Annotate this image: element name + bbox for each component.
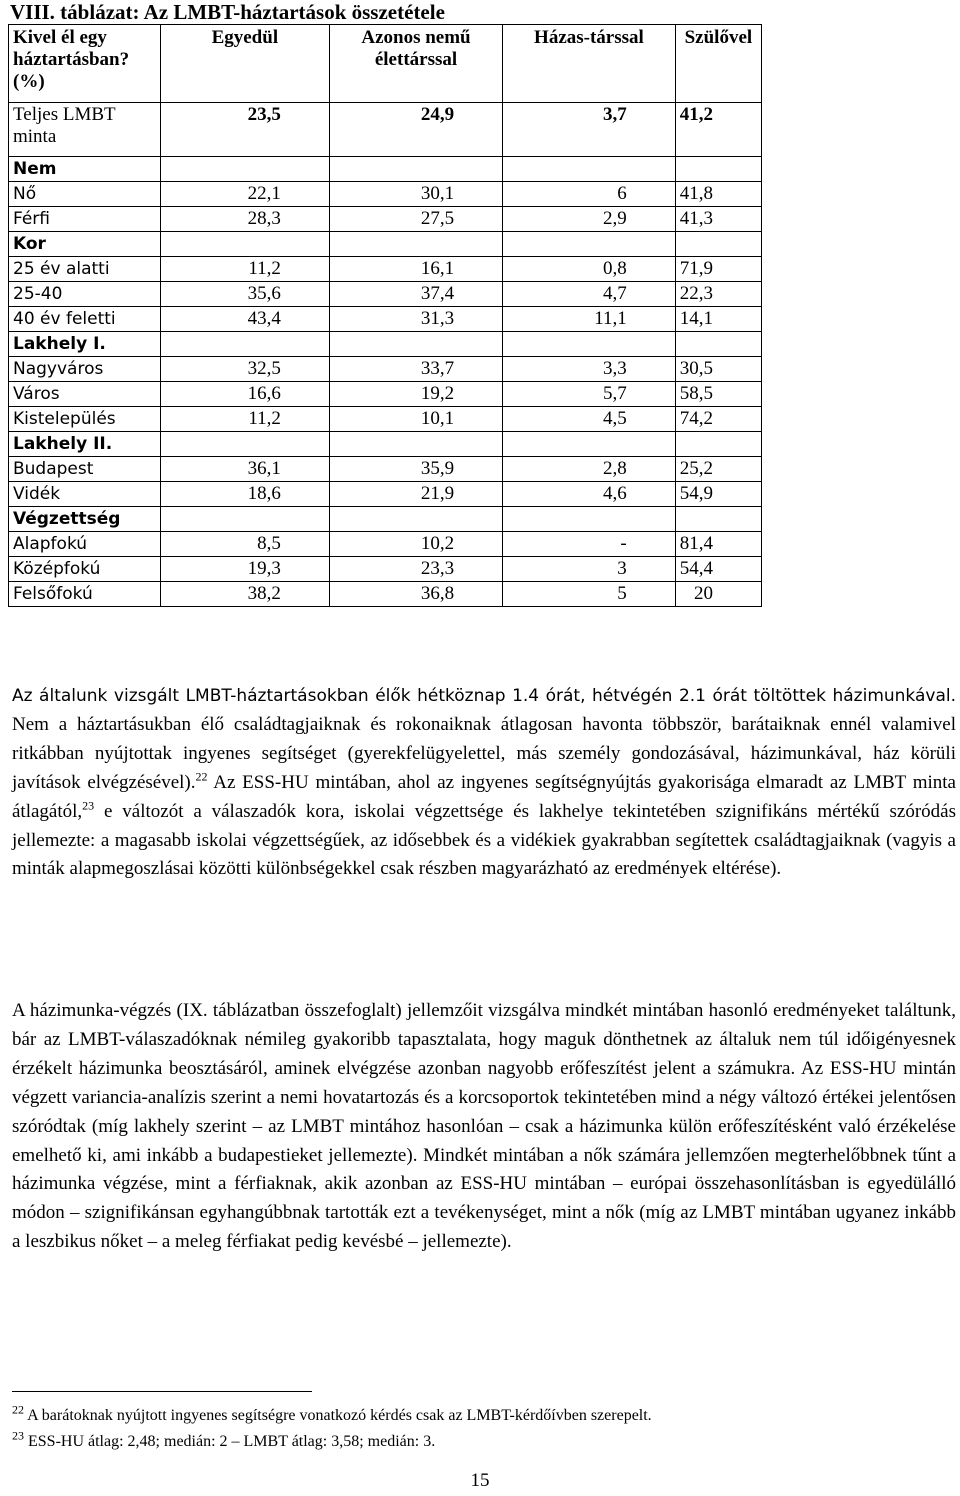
table-cell: 22,3: [675, 282, 761, 307]
table-row: [9, 457, 762, 482]
table-cell: [503, 507, 676, 532]
table-cell: [329, 507, 502, 532]
group-label: Kor: [9, 232, 161, 257]
group-label: Nem: [9, 157, 161, 182]
table-cell: 27,5: [329, 207, 502, 232]
table-row: [9, 182, 762, 207]
table-row: [9, 482, 762, 507]
row-label: Budapest: [9, 457, 161, 482]
table-cell: 23,3: [329, 557, 502, 582]
table-row: [9, 103, 762, 157]
table-cell: 81,4: [675, 532, 761, 557]
table-row: [9, 382, 762, 407]
table-cell: 54,9: [675, 482, 761, 507]
table-cell: 21,9: [329, 482, 502, 507]
table-row: [9, 407, 762, 432]
footnote-separator: [12, 1391, 312, 1392]
table-cell: 2,8: [503, 457, 676, 482]
table-cell: 3,3: [503, 357, 676, 382]
table-cell: 36,8: [329, 582, 502, 607]
table-cell: 10,2: [329, 532, 502, 557]
footnote-22-text: A barátoknak nyújtott ingyenes segítségre vonatkozó kérdés csak az LMBT-kérdőívben szerepelt.: [27, 1407, 652, 1424]
paragraph-1-part3: e változót a válaszadók kora, iskolai végzettsége és lakhelye tekintetében szignifikáns mértékű szóródás jellemezte: a magasabb iskolai végzettségűek, az idősebbek és a vidékiek gyakrabban segítettek családtagjaiknak (vagyis a minták alapmegoszlásai közötti különbségekkel csak részben magyarázható az eredmények eltérése).: [12, 800, 956, 880]
table-cell: 5,7: [503, 382, 676, 407]
table-cell: [675, 232, 761, 257]
table-cell: 2,9: [503, 207, 676, 232]
table-cell: 32,5: [160, 357, 329, 382]
table-cell: 5: [503, 582, 676, 607]
table-cell: 10,1: [329, 407, 502, 432]
table-row: [9, 307, 762, 332]
table-cell: 4,6: [503, 482, 676, 507]
table-cell: [675, 507, 761, 532]
table-cell: 16,1: [329, 257, 502, 282]
row-label: Teljes LMBT minta: [9, 103, 161, 157]
table-cell: 25,2: [675, 457, 761, 482]
table-cell: 41,2: [675, 103, 761, 157]
table-cell: 11,2: [160, 257, 329, 282]
table-body: [9, 25, 762, 607]
table-cell: 18,6: [160, 482, 329, 507]
table-cell: [503, 332, 676, 357]
table-group-row: [9, 157, 762, 182]
table-cell: 11,1: [503, 307, 676, 332]
table-cell: 54,4: [675, 557, 761, 582]
table-cell: [503, 157, 676, 182]
table-cell: 22,1: [160, 182, 329, 207]
table-cell: 14,1: [675, 307, 761, 332]
table-cell: 8,5: [160, 532, 329, 557]
table-cell: 37,4: [329, 282, 502, 307]
table-cell: 3: [503, 557, 676, 582]
table-cell: 74,2: [675, 407, 761, 432]
table-cell: 19,2: [329, 382, 502, 407]
table-cell: [329, 157, 502, 182]
table-row: [9, 532, 762, 557]
paragraph-1-part1: Nem a háztartásukban élő családtagjaiknak és rokonaiknak átlagosan havonta többször, barátaiknak ennél valamivel ritkábban nyújtottak ingyenes segítséget (gyerekfelügyelettel, más személy gondozásával, házimunkával, ház körüli javítások elvégzésével).: [12, 713, 956, 793]
table-cell: [675, 332, 761, 357]
table-cell: 30,1: [329, 182, 502, 207]
page-number: 15: [470, 1470, 490, 1491]
row-label: Nő: [9, 182, 161, 207]
table-group-row: [9, 507, 762, 532]
header-col-partner: Azonos nemű élettárssal: [329, 25, 502, 103]
table-cell: [675, 157, 761, 182]
row-label: 40 év feletti: [9, 307, 161, 332]
table-cell: 24,9: [329, 103, 502, 157]
table-cell: [160, 332, 329, 357]
table-cell: 30,5: [675, 357, 761, 382]
footnote-22-num: 22: [12, 1402, 24, 1417]
header-rowhead: Kivel él egy háztartásban? (%): [9, 25, 161, 103]
header-col-parent: Szülővel: [675, 25, 761, 103]
table-cell: [160, 507, 329, 532]
table-cell: 3,7: [503, 103, 676, 157]
table-cell: [329, 332, 502, 357]
table-header-row: [9, 25, 762, 103]
table-row: [9, 557, 762, 582]
group-label: Lakhely II.: [9, 432, 161, 457]
table-cell: 41,8: [675, 182, 761, 207]
table-group-row: [9, 232, 762, 257]
table-row: [9, 357, 762, 382]
table-cell: [329, 432, 502, 457]
row-label: Város: [9, 382, 161, 407]
table-cell: 35,9: [329, 457, 502, 482]
row-label: 25-40: [9, 282, 161, 307]
row-label: Felsőfokú: [9, 582, 161, 607]
footnote-ref-23[interactable]: 23: [82, 798, 95, 813]
row-label: Férfi: [9, 207, 161, 232]
table-cell: [160, 232, 329, 257]
table-row: [9, 582, 762, 607]
table-cell: 23,5: [160, 103, 329, 157]
table-cell: 16,6: [160, 382, 329, 407]
table-row: [9, 282, 762, 307]
paragraph-1-lead: Az általunk vizsgált LMBT-háztartásokban élők hétköznap 1.4 órát, hétvégén 2.1 órát töltöttek házimunkával.: [12, 686, 956, 706]
table-group-row: [9, 432, 762, 457]
table-cell: -: [503, 532, 676, 557]
footnote-23-num: 23: [12, 1428, 24, 1443]
table-cell: 31,3: [329, 307, 502, 332]
group-label: Végzettség: [9, 507, 161, 532]
table-cell: 6: [503, 182, 676, 207]
footnote-22: [12, 1402, 652, 1426]
header-col-spouse: Házas-társsal: [503, 25, 676, 103]
paragraph-2: A házimunka-végzés (IX. táblázatban összefoglalt) jellemzőit vizsgálva mindkét mintában hasonló eredményeket találtunk, bár az LMBT-válaszadóknak némileg gyakoribb tapasztalata, hogy maguk dönthetnek az általuk nem túl időigényesnek érzékelt házimunka beosztásáról, aminek elvégzése azonban nagyobb erőfeszítést jelent a számukra. Az ESS-HU mintán végzett variancia-analízis szerint a nemi hovatartozás és a korcsoportok tekintetében mind a négy változó értékei jelentősen szóródtak (míg lakhely szerint – az LMBT mintához hasonlóan – csak a házimunka külön erőfeszítésként való érzékelése emelhető ki, ami inkább a budapestieket jellemezte). Mindkét mintában a nők számára jellemzően megterhelőbbnek tűnt a házimunka végzése, mint a férfiaknak, akik azonban az ESS-HU mintában – európai összehasonlításban is egyedülálló módon – szignifikánsan egyhangúbbnak tartották ezt a tevékenységet, mint a nők (míg az LMBT mintában ugyanez inkább a leszbikus nőket – a meleg férfiakat pedig kevésbé – jellemezte).: [12, 1000, 956, 1253]
group-label: Lakhely I.: [9, 332, 161, 357]
table-cell: 36,1: [160, 457, 329, 482]
table-cell: 33,7: [329, 357, 502, 382]
table-cell: 4,7: [503, 282, 676, 307]
row-label: Nagyváros: [9, 357, 161, 382]
table-cell: [503, 232, 676, 257]
footnote-23-text: ESS-HU átlag: 2,48; medián: 2 – LMBT átlag: 3,58; medián: 3.: [28, 1433, 436, 1450]
table-group-row: [9, 332, 762, 357]
table-cell: 11,2: [160, 407, 329, 432]
table-cell: 58,5: [675, 382, 761, 407]
paragraph-1-part2: Az ESS-HU mintában, ahol az ingyenes segítségnyújtás gyakorisága elmaradt az LMBT minta átlagától,: [12, 771, 956, 822]
table-cell: 4,5: [503, 407, 676, 432]
table-cell: 19,3: [160, 557, 329, 582]
table-cell: 71,9: [675, 257, 761, 282]
table-title: VIII. táblázat: Az LMBT-háztartások összetétele: [10, 0, 445, 24]
table-cell: 28,3: [160, 207, 329, 232]
table-cell: 20: [675, 582, 761, 607]
household-composition-table: [8, 24, 762, 607]
paragraph-1: [12, 682, 956, 884]
footnote-ref-22[interactable]: 22: [195, 769, 208, 784]
row-label: Középfokú: [9, 557, 161, 582]
table-row: [9, 207, 762, 232]
table-cell: 43,4: [160, 307, 329, 332]
row-label: Alapfokú: [9, 532, 161, 557]
table-row: [9, 257, 762, 282]
table-cell: 0,8: [503, 257, 676, 282]
table-cell: 35,6: [160, 282, 329, 307]
row-label: Vidék: [9, 482, 161, 507]
table-cell: [329, 232, 502, 257]
table-cell: 41,3: [675, 207, 761, 232]
row-label: Kistelepülés: [9, 407, 161, 432]
footnote-23: [12, 1428, 436, 1452]
table-cell: [503, 432, 676, 457]
row-label: 25 év alatti: [9, 257, 161, 282]
table-cell: 38,2: [160, 582, 329, 607]
table-cell: [160, 432, 329, 457]
header-col-alone: Egyedül: [160, 25, 329, 103]
table-cell: [160, 157, 329, 182]
table-cell: [675, 432, 761, 457]
